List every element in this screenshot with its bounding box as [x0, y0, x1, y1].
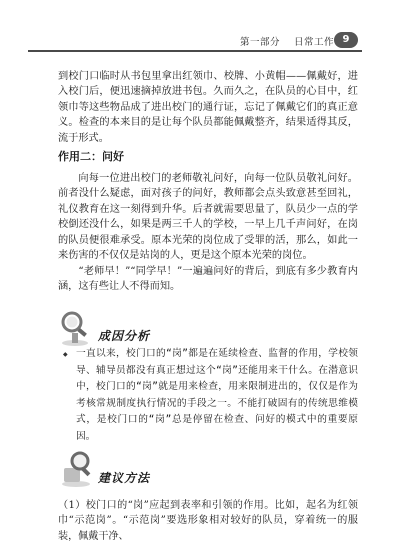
- magnifier-icon: [58, 448, 94, 488]
- bullet-icon: ◆: [63, 351, 68, 358]
- page-number-badge: 9: [334, 32, 358, 48]
- advice-title: 建议方法: [98, 471, 151, 485]
- greeting-paragraph-2: “老师早！”“同学早！”一遍遍问好的背后，到底有多少教育内涵，这有些让人不得而知。: [58, 266, 358, 293]
- header-rule: [28, 50, 362, 52]
- analysis-title: 成因分析: [98, 329, 151, 343]
- header-text: [226, 34, 334, 48]
- intro-paragraph: 到校门口临时从书包里拿出红领巾、校牌、小黄帽——佩戴好，进入校门后，便迅速摘掉放进书包。久而久之，在队员的心目中，红领巾等这些物品成了进出校门的通行证，忘记了佩戴它们的真正意义。检查的本来目的是让每个队员都能佩戴整齐，结果适得其反，流于形式。: [58, 71, 358, 144]
- microscope-icon: [58, 307, 92, 347]
- analysis-text: 一直以来，校门口的“岗”都是在延续检查、监督的作用，学校领导、辅导员都没有真正想过这个“岗”还能用来干什么。在潜意识中，校门口的“岗”就是用来检查，用来限制进出的，仅仅是作为考核常规制度执行情况的手段之一。不能打破固有的传统思维模式，是校门口的“岗”总是停留在检查、问好的模式中的重要原因。: [76, 348, 358, 442]
- analysis-block: [58, 346, 358, 445]
- header-chapter: 日常工作: [293, 37, 334, 48]
- section-heading-greeting: 作用二：问好: [58, 150, 124, 163]
- advice-text: （1）校门口的“岗”应起到表率和引领的作用。比如，起名为红领巾“示范岗”。“示范岗”要选形象相对较好的队员，穿着统一的服装，佩戴干净、: [58, 500, 358, 542]
- greeting-paragraph-1: 向每一位进出校门的老师敬礼问好，向每一位队员敬礼问好。前者没什么疑虑，面对孩子的问好，教师都会点头致意甚至回礼，礼仪教育在这一刻得到升华。后者就需要思量了，队员少一点的学校倒还没什么，如果是两三千人的学校，一早上几千声问好，在岗的队员便很难承受。原本光荣的岗位成了受罪的活，那么，如此一来伤害的不仅仅是站岗的人，更是这个原本光荣的岗位。: [58, 173, 358, 262]
- header-part: 第一部分: [239, 37, 280, 48]
- running-header: [0, 30, 400, 54]
